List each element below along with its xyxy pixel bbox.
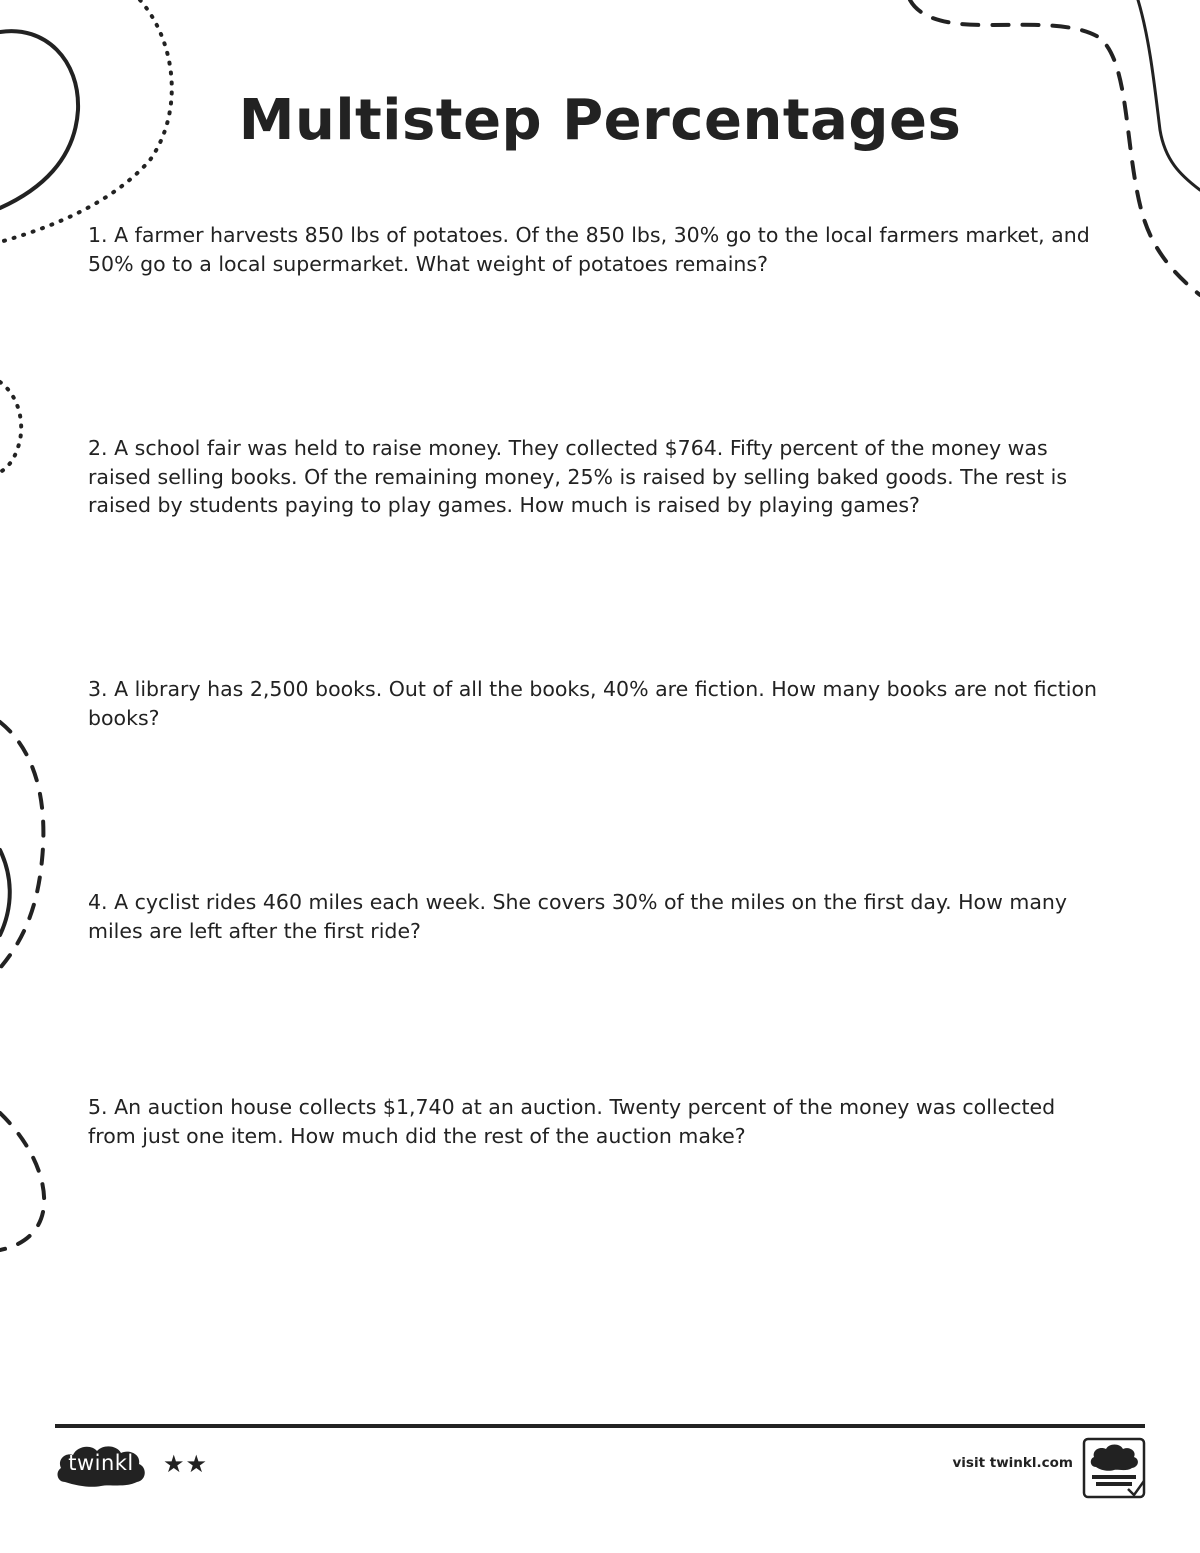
difficulty-stars: ★★: [163, 1450, 209, 1478]
decor-dotted-arc-left: [0, 382, 21, 472]
question-4: [88, 888, 1108, 945]
quality-standard-approved-badge-icon: [1082, 1437, 1148, 1501]
question-text: An auction house collects $1,740 at an auction. Twenty percent of the money was collected from just one item. How much did the rest of the auction make?: [88, 1095, 1056, 1148]
question-number: 4.: [88, 890, 108, 914]
question-number: 1.: [88, 223, 108, 247]
question-3: [88, 675, 1108, 732]
logo-text: twinkl: [68, 1451, 134, 1475]
page-title: Multistep Percentages: [238, 88, 962, 153]
question-text: A school fair was held to raise money. They collected $764. Fifty percent of the money was raised selling books. Of the remaining money, 25% is raised by selling baked goods. The rest is raised by students paying to play games. How much is raised by playing games?: [88, 436, 1067, 517]
question-number: 2.: [88, 436, 108, 460]
question-5: [88, 1093, 1108, 1150]
question-text: A cyclist rides 460 miles each week. She covers 30% of the miles on the first day. How many miles are left after the first ride?: [88, 890, 1068, 943]
decor-dashed-arc-left-lower: [0, 1113, 44, 1250]
question-number: 3.: [88, 677, 108, 701]
decor-dashed-arc-left-middle: [0, 722, 43, 968]
question-number: 5.: [88, 1095, 108, 1119]
twinkl-logo: [55, 1442, 147, 1488]
question-1: [88, 221, 1108, 278]
question-2: [88, 434, 1108, 520]
visit-link-text: visit twinkl.com: [952, 1455, 1073, 1471]
decor-solid-arc-left-middle: [0, 850, 10, 935]
question-text: A farmer harvests 850 lbs of potatoes. Of the 850 lbs, 30% go to the local farmers market, and 50% go to a local supermarket. What weight of potatoes remains?: [88, 223, 1090, 276]
footer-divider: [55, 1424, 1145, 1428]
question-text: A library has 2,500 books. Out of all the books, 40% are fiction. How many books are not fiction books?: [88, 677, 1098, 730]
